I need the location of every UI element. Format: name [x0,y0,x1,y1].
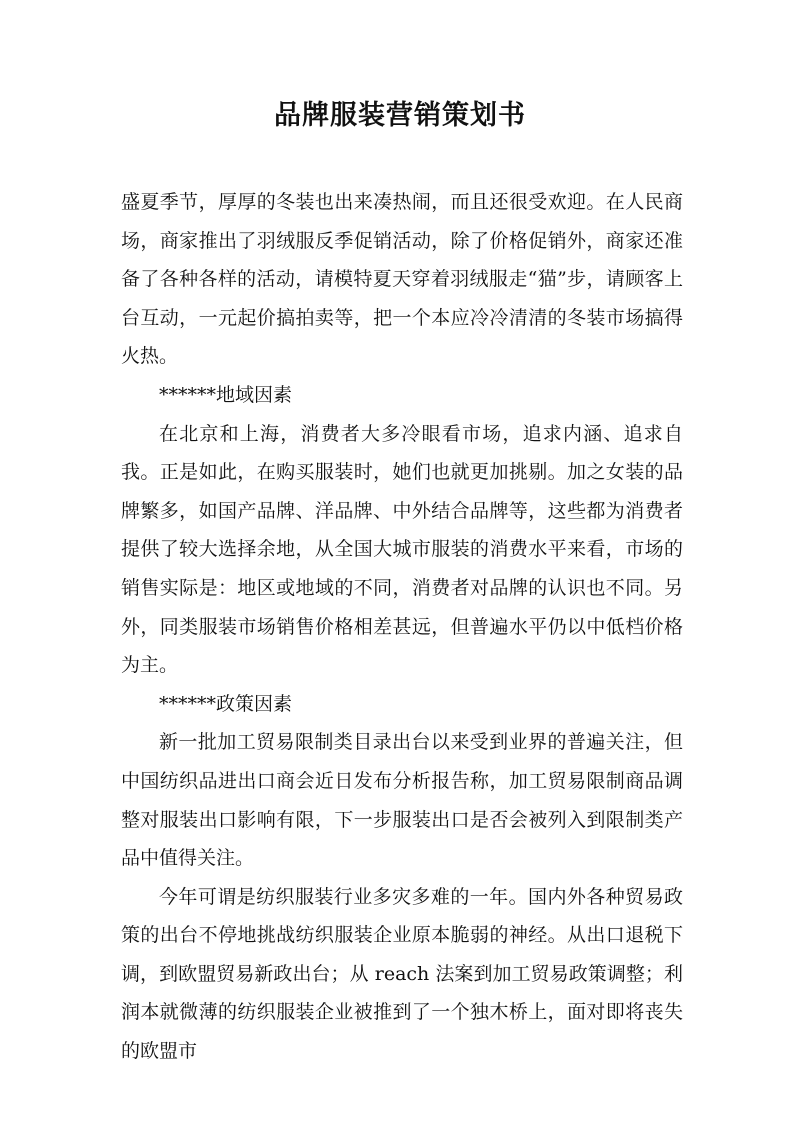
document-body [121,183,683,1071]
section-heading-region: ******地域因素 [159,383,293,406]
section-heading-policy: ******政策因素 [159,692,293,715]
paragraph-intro: 盛夏季节，厚厚的冬装也出来凑热闹，而且还很受欢迎。在人民商场，商家推出了羽绒服反季促销活动，除了价格促销外，商家还准备了各种各样的活动，请模特夏天穿着羽绒服走“猫”步，请顾客上台互动，一元起价搞拍卖等，把一个本应冷冷清清的冬装市场搞得火热。 [121,191,683,368]
paragraph-policy-2: 今年可谓是纺织服装行业多灾多难的一年。国内外各种贸易政策的出台不停地挑战纺织服装企业原本脆弱的神经。从出口退税下调，到欧盟贸易新政出台；从 reach 法案到加工贸易政策调整；利润本就微薄的纺织服装企业被推到了一个独木桥上，面对即将丧失的欧盟市 [121,885,683,1063]
paragraph-policy-1: 新一批加工贸易限制类目录出台以来受到业界的普遍关注，但中国纺织品进出口商会近日发布分析报告称，加工贸易限制商品调整对服装出口影响有限，下一步服装出口是否会被列入到限制类产品中值得关注。 [121,731,683,870]
paragraph-region: 在北京和上海，消费者大多冷眼看市场，追求内涵、追求自我。正是如此，在购买服装时，她们也就更加挑剔。加之女装的品牌繁多，如国产品牌、洋品牌、中外结合品牌等，这些都为消费者提供了较大选择余地，从全国大城市服装的消费水平来看，市场的销售实际是：地区或地域的不同，消费者对品牌的认识也不同。另外，同类服装市场销售价格相差甚远，但普遍水平仍以中低档价格为主。 [121,422,683,677]
document-title: 品牌服装营销策划书 [274,100,526,131]
